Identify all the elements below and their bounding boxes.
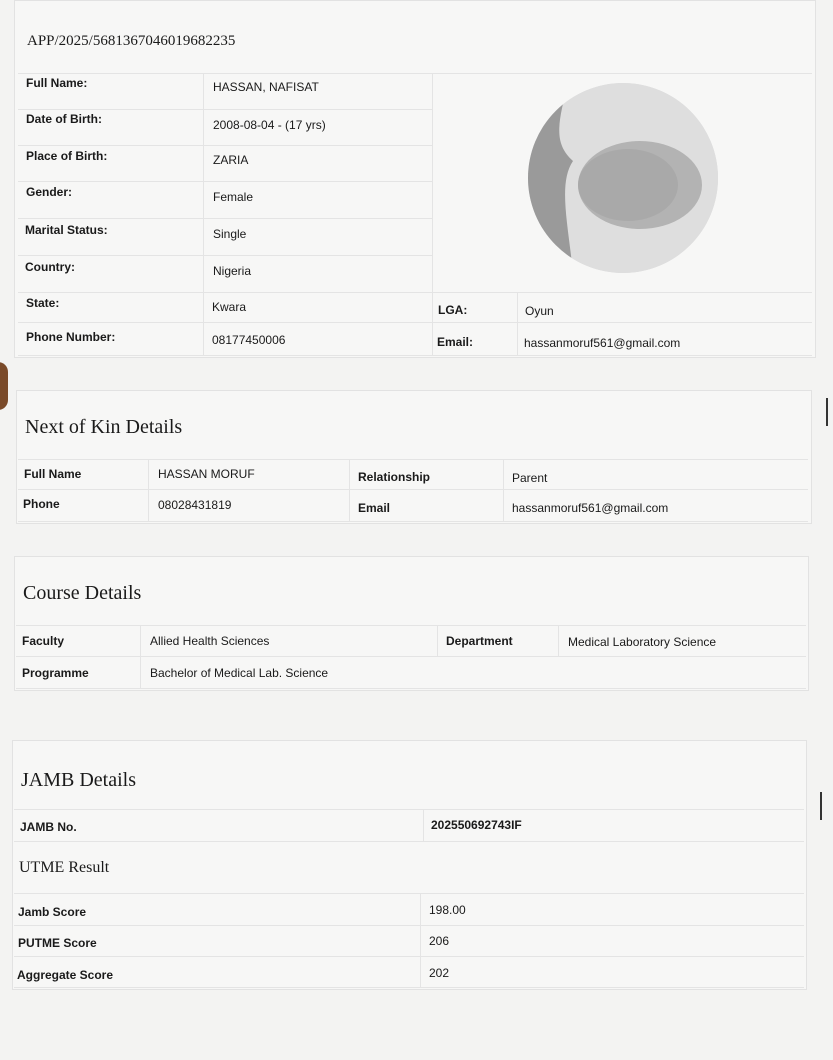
department-value: Medical Laboratory Science: [568, 635, 717, 649]
course-title: Course Details: [23, 582, 142, 604]
aggregate-score-value: 202: [429, 966, 450, 980]
kin-full-name-value: HASSAN MORUF: [158, 467, 255, 481]
jamb-score-value: 198.00: [429, 903, 466, 917]
gender-label: Gender:: [26, 185, 73, 199]
state-value: Kwara: [212, 300, 247, 314]
state-label: State:: [26, 296, 60, 310]
kin-relationship-value: Parent: [512, 471, 548, 485]
marital-status-label: Marital Status:: [25, 223, 108, 237]
country-value: Nigeria: [213, 264, 252, 278]
scan-mark: [826, 398, 828, 426]
email-label: Email:: [437, 335, 474, 349]
application-number: APP/2025/5681367046019682235: [27, 33, 236, 49]
course-card: [14, 556, 809, 691]
phone-value: 08177450006: [212, 333, 286, 347]
marital-status-value: Single: [213, 227, 247, 241]
email-value: hassanmoruf561@gmail.com: [524, 336, 681, 350]
dob-label: Date of Birth:: [26, 112, 102, 126]
putme-score-label: PUTME Score: [18, 936, 97, 950]
utme-result-title: UTME Result: [19, 859, 110, 876]
faculty-label: Faculty: [22, 634, 65, 648]
programme-value: Bachelor of Medical Lab. Science: [150, 666, 329, 680]
phone-label: Phone Number:: [26, 330, 116, 344]
place-of-birth-label: Place of Birth:: [26, 149, 108, 163]
next-of-kin-card: [16, 390, 812, 524]
kin-email-label: Email: [358, 501, 391, 515]
gender-value: Female: [213, 190, 254, 204]
next-of-kin-title: Next of Kin Details: [25, 416, 183, 438]
country-label: Country:: [25, 260, 75, 274]
kin-full-name-label: Full Name: [24, 467, 82, 481]
scan-mark: [820, 792, 822, 820]
programme-label: Programme: [22, 666, 89, 680]
kin-phone-value: 08028431819: [158, 498, 232, 512]
full-name-value: HASSAN, NAFISAT: [213, 80, 319, 94]
jamb-title: JAMB Details: [21, 769, 136, 791]
passport-photo: [528, 83, 718, 273]
jamb-no-value: 202550692743IF: [431, 818, 522, 832]
jamb-score-label: Jamb Score: [18, 905, 87, 919]
kin-relationship-label: Relationship: [358, 470, 431, 484]
putme-score-value: 206: [429, 934, 450, 948]
lga-value: Oyun: [525, 304, 554, 318]
kin-email-value: hassanmoruf561@gmail.com: [512, 501, 669, 515]
place-of-birth-value: ZARIA: [213, 153, 249, 167]
aggregate-score-label: Aggregate Score: [17, 968, 114, 982]
avatar-silhouette-icon: [528, 83, 718, 273]
thumb-shadow: [0, 362, 8, 410]
kin-phone-label: Phone: [23, 497, 60, 511]
department-label: Department: [446, 634, 513, 648]
faculty-value: Allied Health Sciences: [150, 634, 270, 648]
lga-label: LGA:: [438, 303, 468, 317]
jamb-no-label: JAMB No.: [20, 820, 77, 834]
dob-value: 2008-08-04 - (17 yrs): [213, 118, 326, 132]
full-name-label: Full Name:: [26, 76, 88, 90]
